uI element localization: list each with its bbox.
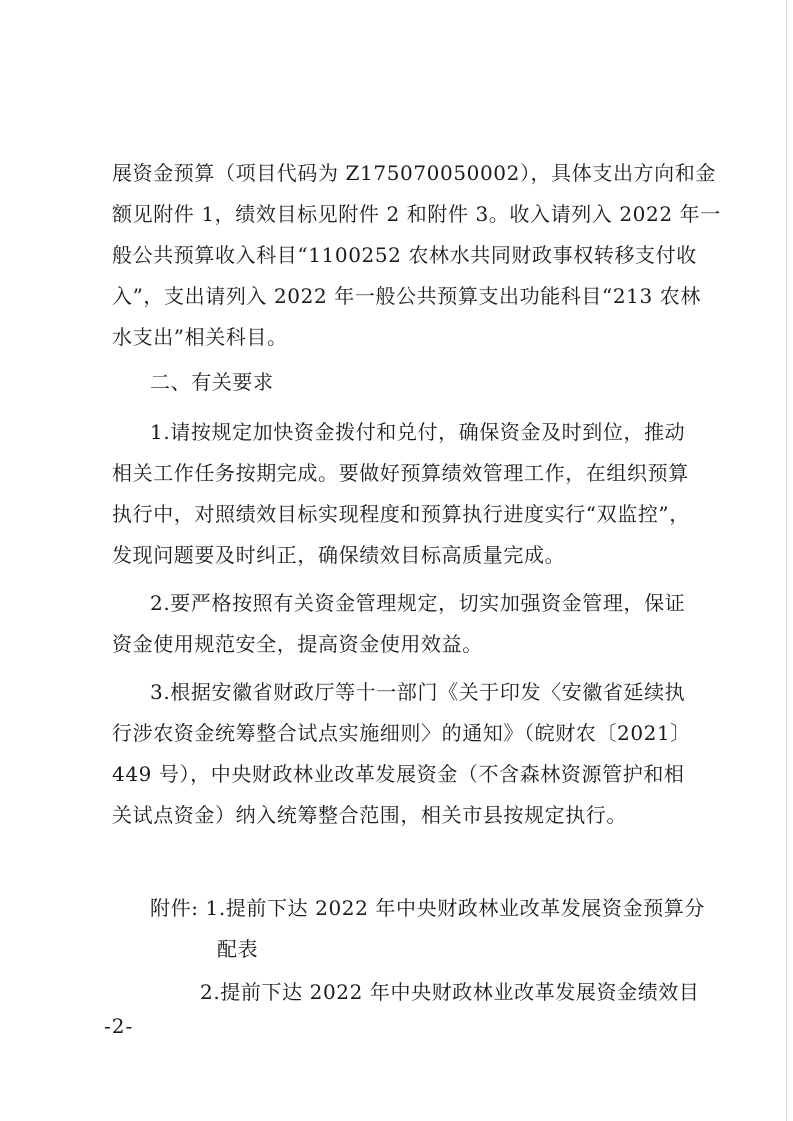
paragraph-line: 相关工作任务按期完成。要做好预算绩效管理工作，在组织预算 [112, 461, 689, 485]
paragraph-line: 水支出”相关科目。 [112, 325, 288, 349]
scan-edge-divider [786, 0, 787, 1121]
paragraph-line: 执行中，对照绩效目标实现程度和预算执行进度实行“双监控”， [112, 502, 690, 526]
section-heading: 二、有关要求 [150, 370, 274, 394]
paragraph-line: 2.要严格按照有关资金管理规定，切实加强资金管理，保证 [150, 591, 686, 615]
paragraph-line: 行涉农资金统筹整合试点实施细则〉的通知》（皖财农〔2021〕 [112, 721, 691, 745]
paragraph-line: 发现问题要及时纠正，确保绩效目标高质量完成。 [112, 543, 566, 567]
paragraph-line: 额见附件 1，绩效目标见附件 2 和附件 3。收入请列入 2022 年一 [112, 202, 721, 226]
paragraph-line: 449 号），中央财政林业改革发展资金（不含森林资源管护和相 [112, 762, 685, 786]
paragraph-line: 入”，支出请列入 2022 年一般公共预算支出功能科目“213 农林 [112, 284, 701, 308]
attachment-item: 2.提前下达 2022 年中央财政林业改革发展资金绩效目 [200, 980, 700, 1004]
paragraph-line: 1.请按规定加快资金拨付和兑付，确保资金及时到位，推动 [150, 420, 686, 444]
paragraph-line: 资金使用规范安全，提高资金使用效益。 [112, 632, 483, 656]
paragraph-line: 关试点资金）纳入统筹整合范围，相关市县按规定执行。 [112, 803, 627, 827]
attachment-item-continuation: 配表 [217, 937, 259, 961]
attachment-item: 附件: 1.提前下达 2022 年中央财政林业改革发展资金预算分 [150, 896, 705, 920]
paragraph-line: 展资金预算（项目代码为 Z175070050002），具体支出方向和金 [112, 161, 716, 185]
page-number: -2- [104, 1014, 134, 1038]
paragraph-line: 般公共预算收入科目“1100252 农林水共同财政事权转移支付收 [112, 243, 697, 267]
paragraph-line: 3.根据安徽省财政厅等十一部门《关于印发〈安徽省延续执 [150, 680, 686, 704]
